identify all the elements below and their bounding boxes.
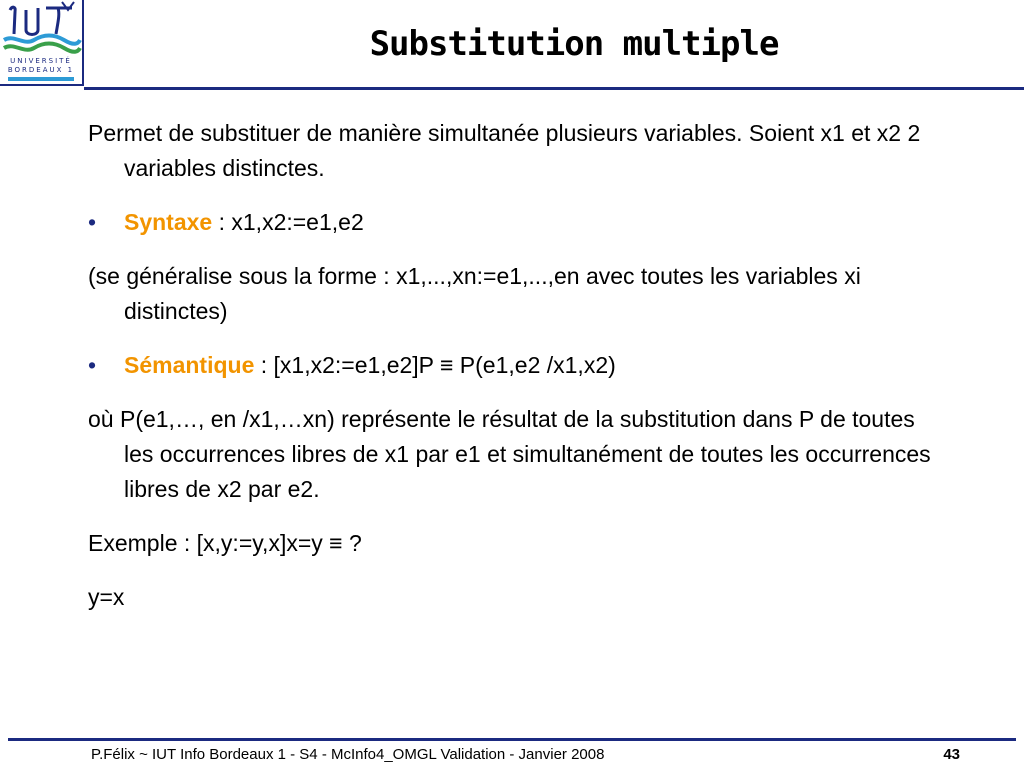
explanation-paragraph: où P(e1,…, en /x1,…xn) représente le résultat de la substitution dans P de toutes les occurrences libres de x1 par e1 et simultanément de toutes les occurrences libres de x2 par e2. [88, 406, 931, 502]
example-paragraph: Exemple : [x,y:=y,x]x=y ≡ ? [88, 530, 362, 556]
syntax-bullet [88, 205, 948, 240]
semantics-keyword: Sémantique [124, 352, 255, 378]
slide-body [88, 116, 948, 634]
intro-paragraph: Permet de substituer de manière simultanée plusieurs variables. Soient x1 et x2 2 variables distinctes. [88, 120, 921, 181]
logo-stripe [8, 77, 74, 81]
syntax-keyword: Syntaxe [124, 209, 213, 235]
title-divider [84, 87, 1024, 90]
semantics-bullet [88, 348, 948, 383]
bullet-dot-icon: • [88, 352, 97, 378]
bullet-dot-icon: • [88, 209, 97, 235]
slide-title: Substitution multiple [369, 24, 779, 64]
logo-caption-universite: UNIVERSITÉ [10, 57, 72, 65]
generalisation-paragraph: (se généralise sous la forme : x1,...,xn:=e1,...,en avec toutes les variables xi distinctes) [88, 263, 861, 324]
syntax-text: : x1,x2:=e1,e2 [212, 209, 364, 235]
semantics-text: : [x1,x2:=e1,e2]P ≡ P(e1,e2 /x1,x2) [254, 352, 616, 378]
page-number: 43 [943, 746, 960, 763]
footer-text: P.Félix ~ IUT Info Bordeaux 1 - S4 - McInfo4_OMGL Validation - Janvier 2008 [91, 746, 605, 763]
iut-logo-mark [0, 0, 82, 56]
footer-divider [8, 738, 1016, 741]
iut-bordeaux-logo [0, 0, 84, 86]
logo-caption-bordeaux: BORDEAUX 1 [7, 66, 75, 74]
answer-paragraph: y=x [88, 584, 125, 610]
